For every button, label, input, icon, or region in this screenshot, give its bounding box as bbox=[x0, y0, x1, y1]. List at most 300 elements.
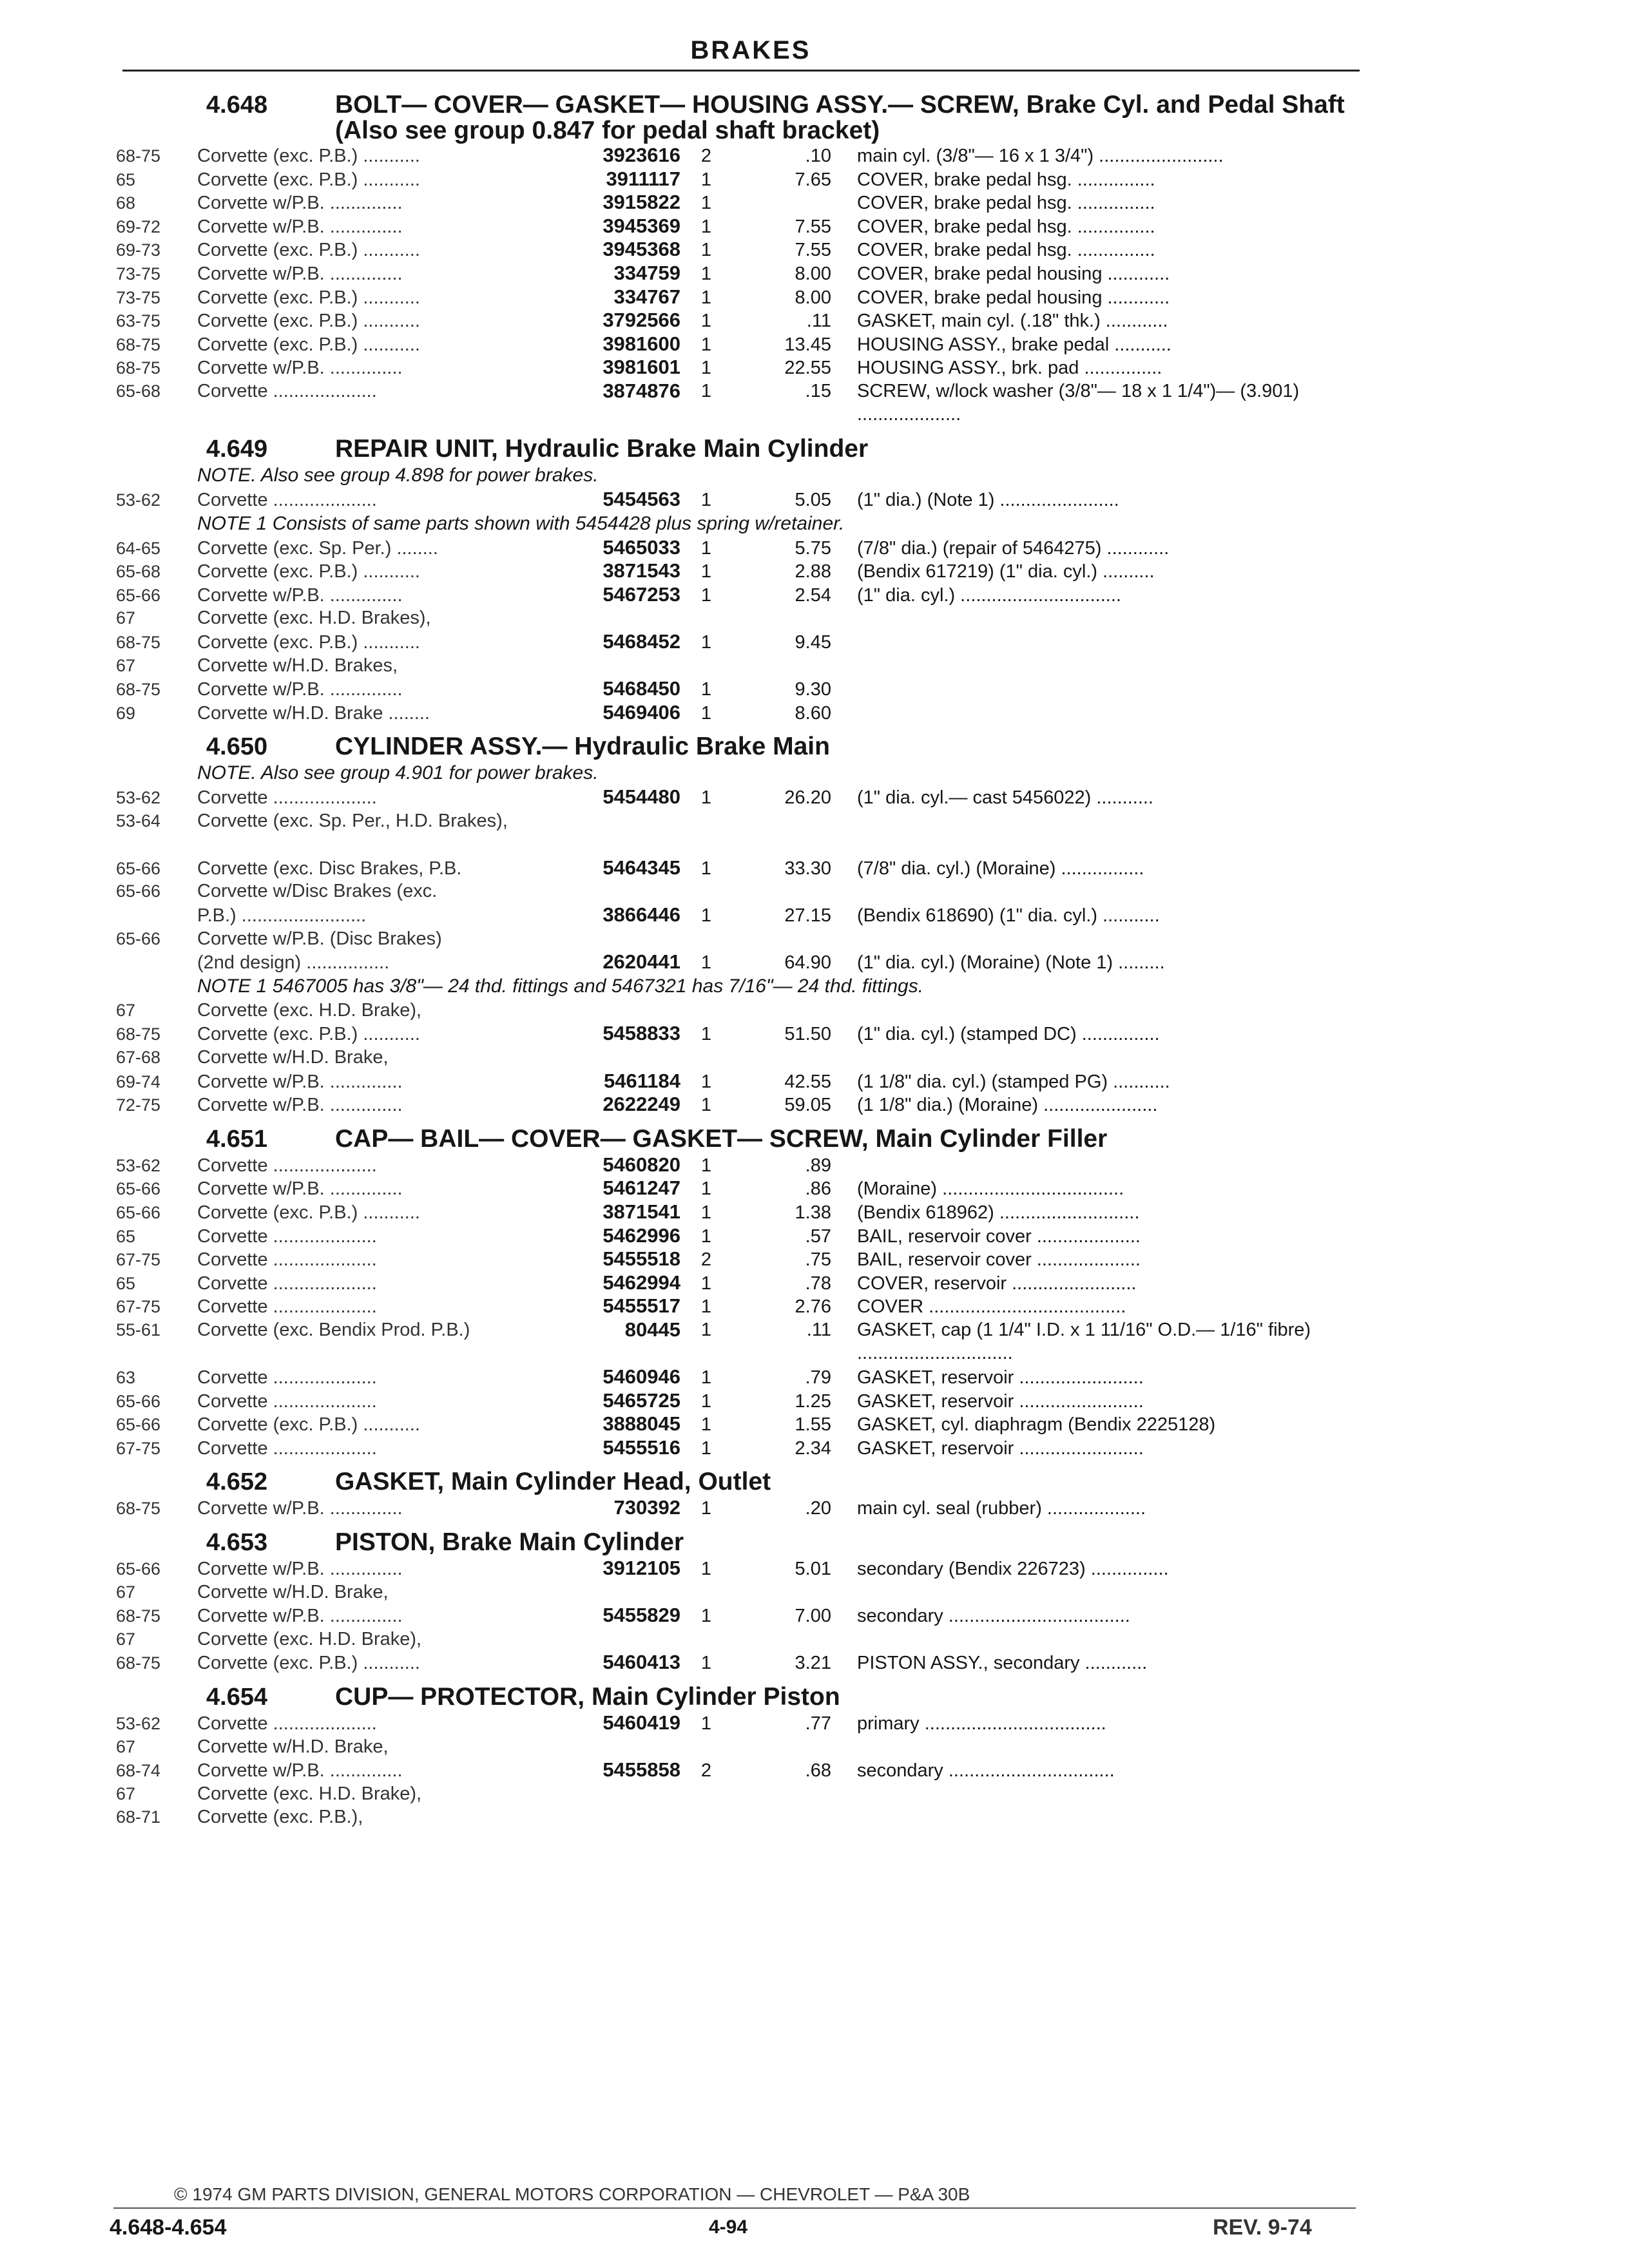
description: (7/8" dia.) (repair of 5464275) ............ bbox=[857, 537, 1170, 559]
parts-row bbox=[116, 1365, 1360, 1389]
parts-row bbox=[116, 1651, 1360, 1675]
price: 7.65 bbox=[795, 169, 831, 190]
description: (1" dia. cyl.) (stamped DC) ............... bbox=[857, 1024, 1160, 1045]
price: .11 bbox=[806, 1319, 831, 1340]
group-heading bbox=[116, 1468, 1360, 1496]
parts-row bbox=[116, 1046, 1360, 1070]
parts-row bbox=[116, 1805, 1360, 1829]
group-heading bbox=[116, 733, 1360, 761]
part-number: 3923616 bbox=[602, 144, 680, 166]
group-number: 4.654 bbox=[206, 1683, 268, 1711]
parts-row bbox=[116, 168, 1360, 191]
price: 8.00 bbox=[795, 287, 831, 308]
part-number: 3912105 bbox=[602, 1556, 680, 1579]
group-number: 4.650 bbox=[206, 733, 268, 761]
description: BAIL, reservoir cover .................... bbox=[857, 1249, 1141, 1271]
price: 7.00 bbox=[795, 1606, 831, 1627]
description: COVER, brake pedal housing ............ bbox=[857, 263, 1170, 284]
parts-row bbox=[116, 903, 1360, 927]
parts-row bbox=[116, 1070, 1360, 1093]
model-years: 67-75 bbox=[116, 1250, 161, 1270]
application: Corvette .................... bbox=[197, 380, 377, 401]
group-note: NOTE. Also see group 4.901 for power brakes. bbox=[197, 762, 599, 784]
price: 5.75 bbox=[795, 537, 831, 559]
application: Corvette .................... bbox=[197, 1273, 377, 1294]
model-years: 68-75 bbox=[116, 632, 161, 652]
part-number: 2622249 bbox=[602, 1093, 680, 1116]
quantity: 1 bbox=[700, 1713, 712, 1734]
model-years: 63-75 bbox=[116, 311, 161, 331]
part-number: 3945369 bbox=[602, 214, 680, 237]
parts-row bbox=[116, 1022, 1360, 1046]
part-number: 5455858 bbox=[602, 1758, 680, 1782]
footer-rule bbox=[113, 2207, 1356, 2209]
model-years: 53-62 bbox=[116, 1713, 161, 1733]
application: Corvette w/P.B. .............. bbox=[197, 1558, 403, 1579]
description: GASKET, main cyl. (.18" thk.) ............ bbox=[857, 311, 1168, 332]
application: Corvette w/P.B. .............. bbox=[197, 1095, 403, 1116]
quantity: 1 bbox=[700, 1367, 712, 1388]
parts-row bbox=[116, 536, 1360, 560]
model-years: 68-71 bbox=[116, 1807, 161, 1827]
quantity: 2 bbox=[700, 146, 712, 166]
quantity: 1 bbox=[700, 679, 712, 700]
part-number: 5455518 bbox=[602, 1247, 680, 1271]
part-number: 2620441 bbox=[602, 950, 680, 974]
application: Corvette .................... bbox=[197, 1225, 377, 1247]
part-number: 3981600 bbox=[602, 332, 680, 355]
parts-row bbox=[116, 1711, 1360, 1735]
model-years: 53-62 bbox=[116, 1155, 161, 1175]
application: Corvette .................... bbox=[197, 1296, 377, 1318]
application: Corvette (exc. P.B.) ........... bbox=[197, 240, 420, 261]
price: 5.05 bbox=[795, 489, 831, 510]
part-number: 5458833 bbox=[602, 1022, 680, 1045]
copyright-line: © 1974 GM PARTS DIVISION, GENERAL MOTORS CORPORATION — CHEVROLET — P&A 30B bbox=[174, 2184, 970, 2204]
parts-row bbox=[116, 701, 1360, 725]
model-years: 65-68 bbox=[116, 562, 161, 582]
quantity: 1 bbox=[700, 952, 712, 974]
quantity: 1 bbox=[700, 263, 712, 284]
part-number: 3866446 bbox=[602, 903, 680, 927]
price: 51.50 bbox=[784, 1024, 831, 1045]
model-years: 67 bbox=[116, 1736, 136, 1756]
application: Corvette w/P.B. .............. bbox=[197, 679, 403, 700]
part-number: 3792566 bbox=[602, 309, 680, 332]
parts-row bbox=[116, 1628, 1360, 1651]
model-years: 53-64 bbox=[116, 811, 161, 831]
description: (1" dia. cyl.— cast 5456022) ........... bbox=[857, 787, 1153, 809]
parts-row bbox=[116, 1412, 1360, 1436]
price: 8.00 bbox=[795, 263, 831, 284]
part-number: 5460413 bbox=[602, 1651, 680, 1674]
application: Corvette (exc. P.B.), bbox=[197, 1807, 363, 1828]
application: Corvette w/P.B. .............. bbox=[197, 1606, 403, 1627]
parts-row bbox=[116, 999, 1360, 1023]
quantity: 2 bbox=[700, 1249, 712, 1271]
parts-row bbox=[116, 262, 1360, 285]
group-heading bbox=[116, 91, 1360, 144]
model-years: 68-75 bbox=[116, 680, 161, 700]
quantity: 1 bbox=[700, 631, 712, 653]
application: Corvette (exc. P.B.) ........... bbox=[197, 287, 420, 308]
quantity: 1 bbox=[700, 287, 712, 308]
part-number: 730392 bbox=[613, 1496, 680, 1519]
part-number: 334759 bbox=[613, 261, 680, 284]
model-years: 68-74 bbox=[116, 1761, 161, 1781]
application: (2nd design) ................ bbox=[197, 952, 390, 974]
model-years: 68-75 bbox=[116, 1653, 161, 1673]
application: Corvette (exc. P.B.) ........... bbox=[197, 561, 420, 582]
group-title: CAP— BAIL— COVER— GASKET— SCREW, Main Cylinder Filler bbox=[335, 1124, 1108, 1153]
description: GASKET, cap (1 1/4" I.D. x 1 11/16" O.D.— 1/16" fibre) .............................. bbox=[857, 1319, 1311, 1363]
parts-row bbox=[116, 285, 1360, 309]
application: Corvette (exc. Sp. Per.) ........ bbox=[197, 537, 438, 559]
group-note: NOTE. Also see group 4.898 for power brakes. bbox=[197, 464, 599, 486]
part-number: 3871543 bbox=[602, 559, 680, 582]
model-years: 65 bbox=[116, 1273, 136, 1293]
application: Corvette .................... bbox=[197, 1713, 377, 1734]
application: Corvette .................... bbox=[197, 1390, 377, 1412]
quantity: 1 bbox=[700, 1414, 712, 1436]
model-years: 67-75 bbox=[116, 1438, 161, 1458]
parts-row bbox=[116, 488, 1360, 512]
model-years: 69-74 bbox=[116, 1072, 161, 1091]
application: Corvette (exc. Bendix Prod. P.B.) bbox=[197, 1319, 470, 1340]
description: COVER, reservoir ........................ bbox=[857, 1273, 1137, 1294]
parts-row bbox=[116, 1604, 1360, 1628]
parts-row bbox=[116, 606, 1360, 630]
parts-row bbox=[116, 1224, 1360, 1248]
description: primary ................................... bbox=[857, 1713, 1106, 1734]
application: Corvette .................... bbox=[197, 1367, 377, 1388]
parts-row bbox=[116, 1758, 1360, 1782]
description: HOUSING ASSY., brake pedal ........... bbox=[857, 334, 1171, 355]
application: Corvette (exc. P.B.) ........... bbox=[197, 1202, 420, 1223]
model-years: 68-75 bbox=[116, 334, 161, 354]
parts-row bbox=[116, 559, 1360, 583]
application: Corvette w/H.D. Brakes, bbox=[197, 655, 398, 676]
model-years: 65-66 bbox=[116, 1415, 161, 1435]
row-note: NOTE 1 5467005 has 3/8"— 24 thd. fittings and 5467321 has 7/16"— 24 thd. fittings. bbox=[197, 975, 924, 997]
model-years: 67 bbox=[116, 1000, 136, 1020]
application: Corvette (exc. H.D. Brake), bbox=[197, 1783, 422, 1804]
parts-row bbox=[116, 1735, 1360, 1759]
application: Corvette w/H.D. Brake, bbox=[197, 1581, 389, 1602]
description: COVER, brake pedal hsg. ............... bbox=[857, 240, 1155, 261]
model-years: 65-68 bbox=[116, 381, 161, 401]
part-number: 5455829 bbox=[602, 1604, 680, 1627]
description: main cyl. (3/8"— 16 x 1 3/4") ........................ bbox=[857, 146, 1224, 166]
model-years: 68-75 bbox=[116, 1499, 161, 1519]
price: .77 bbox=[805, 1713, 831, 1734]
parts-row bbox=[116, 1153, 1360, 1177]
application: Corvette (exc. Disc Brakes, P.B. bbox=[197, 858, 462, 879]
quantity: 1 bbox=[700, 1178, 712, 1200]
parts-row bbox=[116, 630, 1360, 654]
price: .86 bbox=[805, 1178, 831, 1200]
parts-row bbox=[116, 1177, 1360, 1200]
parts-row bbox=[116, 785, 1360, 809]
part-number: 3945368 bbox=[602, 238, 680, 261]
price: 3.21 bbox=[795, 1653, 831, 1674]
model-years: 68-75 bbox=[116, 358, 161, 378]
quantity: 1 bbox=[700, 905, 712, 927]
price: 2.54 bbox=[795, 584, 831, 606]
description: COVER, brake pedal hsg. ............... bbox=[857, 169, 1155, 190]
application: Corvette w/H.D. Brake ........ bbox=[197, 702, 430, 724]
parts-row bbox=[116, 1389, 1360, 1413]
part-number: 5460820 bbox=[602, 1153, 680, 1176]
parts-row bbox=[116, 1581, 1360, 1604]
description: (1" dia. cyl.) (Moraine) (Note 1) ......... bbox=[857, 952, 1165, 974]
quantity: 1 bbox=[700, 1498, 712, 1519]
application: Corvette w/P.B. .............. bbox=[197, 216, 403, 237]
model-years: 65 bbox=[116, 169, 136, 189]
group-heading bbox=[116, 436, 1360, 463]
application: Corvette w/P.B. .............. bbox=[197, 1178, 403, 1200]
quantity: 1 bbox=[700, 240, 712, 261]
group-number: 4.648 bbox=[206, 91, 268, 119]
revision-date: REV. 9-74 bbox=[1213, 2215, 1312, 2240]
application: Corvette (exc. P.B.) ........... bbox=[197, 1653, 420, 1674]
price: .89 bbox=[805, 1155, 831, 1176]
parts-row bbox=[116, 677, 1360, 701]
part-number: 80445 bbox=[624, 1318, 680, 1341]
description: COVER, brake pedal housing ............ bbox=[857, 287, 1170, 308]
quantity: 1 bbox=[700, 787, 712, 809]
quantity: 1 bbox=[700, 1319, 712, 1340]
quantity: 1 bbox=[700, 1558, 712, 1579]
model-years: 67-68 bbox=[116, 1048, 161, 1068]
price: 33.30 bbox=[784, 858, 831, 879]
part-number: 5454480 bbox=[602, 785, 680, 809]
price: .11 bbox=[806, 311, 831, 332]
price: .10 bbox=[805, 146, 831, 166]
quantity: 1 bbox=[700, 1606, 712, 1627]
part-number: 5469406 bbox=[602, 700, 680, 724]
quantity: 1 bbox=[700, 1095, 712, 1116]
quantity: 1 bbox=[700, 1225, 712, 1247]
parts-row bbox=[116, 927, 1360, 951]
page-number: 4-94 bbox=[709, 2216, 748, 2238]
quantity: 1 bbox=[700, 311, 712, 332]
parts-row bbox=[116, 1782, 1360, 1806]
application: Corvette w/H.D. Brake, bbox=[197, 1047, 389, 1068]
description: (1 1/8" dia.) (Moraine) ...................... bbox=[857, 1095, 1158, 1116]
part-number: 5462996 bbox=[602, 1224, 680, 1247]
application: Corvette w/H.D. Brake, bbox=[197, 1736, 389, 1757]
part-number: 5465725 bbox=[602, 1389, 680, 1412]
description: SCREW, w/lock washer (3/8"— 18 x 1 1/4")— (3.901) .................... bbox=[857, 380, 1300, 425]
model-years: 68 bbox=[116, 193, 136, 213]
quantity: 1 bbox=[700, 1202, 712, 1223]
part-number: 5462994 bbox=[602, 1271, 680, 1294]
application: Corvette (exc. P.B.) ........... bbox=[197, 146, 420, 166]
parts-row bbox=[116, 1200, 1360, 1224]
price: 1.25 bbox=[795, 1390, 831, 1412]
application: Corvette w/P.B. .............. bbox=[197, 1760, 403, 1782]
application: Corvette (exc. P.B.) ........... bbox=[197, 334, 420, 355]
model-years: 67 bbox=[116, 608, 136, 628]
description: COVER, brake pedal hsg. ............... bbox=[857, 193, 1155, 214]
quantity: 1 bbox=[700, 193, 712, 214]
parts-row bbox=[116, 1247, 1360, 1271]
application: Corvette w/P.B. .............. bbox=[197, 1071, 403, 1092]
section-title: BRAKES bbox=[690, 36, 811, 64]
group-heading bbox=[116, 1684, 1360, 1711]
price: .20 bbox=[805, 1498, 831, 1519]
quantity: 1 bbox=[700, 561, 712, 582]
application: Corvette (exc. P.B.) ........... bbox=[197, 311, 420, 332]
model-years: 68-75 bbox=[116, 146, 161, 166]
model-years: 53-62 bbox=[116, 490, 161, 510]
application: Corvette w/P.B. (Disc Brakes) bbox=[197, 928, 442, 949]
group-title: REPAIR UNIT, Hydraulic Brake Main Cylinder bbox=[335, 434, 869, 463]
group-number: 4.651 bbox=[206, 1125, 268, 1153]
price: 8.60 bbox=[795, 702, 831, 724]
parts-row bbox=[116, 1271, 1360, 1295]
quantity: 1 bbox=[700, 1653, 712, 1674]
model-years: 67 bbox=[116, 1629, 136, 1649]
part-number: 5467253 bbox=[602, 582, 680, 606]
parts-row bbox=[116, 356, 1360, 380]
price: 2.76 bbox=[795, 1296, 831, 1318]
quantity: 1 bbox=[700, 1071, 712, 1092]
parts-row bbox=[116, 856, 1360, 880]
price: .57 bbox=[805, 1225, 831, 1247]
quantity: 1 bbox=[700, 1155, 712, 1176]
price: 1.55 bbox=[795, 1414, 831, 1436]
description: (1 1/8" dia. cyl.) (stamped PG) ........... bbox=[857, 1071, 1170, 1092]
part-number: 3871541 bbox=[602, 1200, 680, 1223]
price: 7.55 bbox=[795, 216, 831, 237]
part-number: 5465033 bbox=[602, 535, 680, 559]
model-years: 53-62 bbox=[116, 788, 161, 808]
parts-listing bbox=[116, 82, 1360, 1829]
description: (Bendix 618690) (1" dia. cyl.) ........... bbox=[857, 905, 1160, 927]
model-years: 65-66 bbox=[116, 858, 161, 878]
price: 2.88 bbox=[795, 561, 831, 582]
part-number: 5468450 bbox=[602, 677, 680, 700]
application: Corvette .................... bbox=[197, 787, 377, 809]
model-years: 67-75 bbox=[116, 1297, 161, 1317]
model-years: 65-66 bbox=[116, 1179, 161, 1199]
model-years: 67 bbox=[116, 1582, 136, 1602]
description: (1" dia.) (Note 1) ....................... bbox=[857, 489, 1119, 510]
group-heading bbox=[116, 1529, 1360, 1557]
quantity: 1 bbox=[700, 1296, 712, 1318]
description: GASKET, reservoir ........................ bbox=[857, 1437, 1144, 1459]
model-years: 67 bbox=[116, 655, 136, 675]
quantity: 1 bbox=[700, 537, 712, 559]
application: Corvette .................... bbox=[197, 1437, 377, 1459]
application: Corvette w/P.B. .............. bbox=[197, 263, 403, 284]
description: secondary (Bendix 226723) ............... bbox=[857, 1558, 1169, 1579]
quantity: 1 bbox=[700, 1390, 712, 1412]
model-years: 72-75 bbox=[116, 1095, 161, 1115]
model-years: 65-66 bbox=[116, 1559, 161, 1579]
part-number: 3874876 bbox=[602, 379, 680, 402]
price: 64.90 bbox=[784, 952, 831, 974]
model-years: 65-66 bbox=[116, 1391, 161, 1411]
price: .15 bbox=[805, 380, 831, 401]
price: 7.55 bbox=[795, 240, 831, 261]
quantity: 1 bbox=[700, 216, 712, 237]
model-years: 65-66 bbox=[116, 585, 161, 605]
quantity: 1 bbox=[700, 1437, 712, 1459]
price: 22.55 bbox=[784, 358, 831, 379]
parts-row bbox=[116, 654, 1360, 678]
description: COVER ...................................... bbox=[857, 1296, 1126, 1318]
model-years: 68-75 bbox=[116, 1606, 161, 1626]
application: Corvette (exc. P.B.) ........... bbox=[197, 1024, 420, 1045]
description: COVER, brake pedal hsg. ............... bbox=[857, 216, 1155, 237]
application: P.B.) ........................ bbox=[197, 905, 367, 927]
application: Corvette .................... bbox=[197, 1155, 377, 1176]
model-years: 65-66 bbox=[116, 881, 161, 901]
header-rule bbox=[122, 70, 1360, 72]
quantity: 1 bbox=[700, 169, 712, 190]
model-years: 69-72 bbox=[116, 216, 161, 236]
description: (1" dia. cyl.) ............................... bbox=[857, 584, 1121, 606]
model-years: 69 bbox=[116, 703, 136, 723]
model-years: 67 bbox=[116, 1783, 136, 1803]
quantity: 1 bbox=[700, 380, 712, 401]
part-number: 5455517 bbox=[602, 1294, 680, 1318]
description: HOUSING ASSY., brk. pad ............... bbox=[857, 358, 1162, 379]
price: 26.20 bbox=[784, 787, 831, 809]
price: 59.05 bbox=[784, 1095, 831, 1116]
application: Corvette (exc. H.D. Brake), bbox=[197, 1628, 422, 1649]
quantity: 1 bbox=[700, 584, 712, 606]
parts-row bbox=[116, 1557, 1360, 1581]
part-number: 5460946 bbox=[602, 1365, 680, 1388]
quantity: 1 bbox=[700, 1273, 712, 1294]
application: Corvette (exc. P.B.) ........... bbox=[197, 1414, 420, 1436]
quantity: 1 bbox=[700, 358, 712, 379]
price: 1.38 bbox=[795, 1202, 831, 1223]
parts-row bbox=[116, 809, 1360, 856]
description: (Bendix 618962) ........................... bbox=[857, 1202, 1140, 1223]
part-number: 3911117 bbox=[606, 167, 680, 190]
quantity: 1 bbox=[700, 489, 712, 510]
group-title: BOLT— COVER— GASKET— HOUSING ASSY.— SCREW, Brake Cyl. and Pedal Shaft (Also see group 0.847 for pedal shaft bracket) bbox=[335, 91, 1345, 144]
description: (7/8" dia. cyl.) (Moraine) ................ bbox=[857, 858, 1144, 879]
parts-row bbox=[116, 879, 1360, 903]
group-title: PISTON, Brake Main Cylinder bbox=[335, 1528, 684, 1556]
model-years: 68-75 bbox=[116, 1024, 161, 1044]
application: Corvette .................... bbox=[197, 489, 377, 510]
description: GASKET, cyl. diaphragm (Bendix 2225128) bbox=[857, 1414, 1216, 1436]
price: .75 bbox=[805, 1249, 831, 1271]
row-note: NOTE 1 Consists of same parts shown with 5454428 plus spring w/retainer. bbox=[197, 512, 845, 534]
group-number: 4.653 bbox=[206, 1528, 268, 1556]
parts-row bbox=[116, 1294, 1360, 1318]
part-number: 334767 bbox=[613, 285, 680, 308]
part-number: 3915822 bbox=[602, 191, 680, 214]
parts-row bbox=[116, 309, 1360, 332]
description: GASKET, reservoir ........................ bbox=[857, 1367, 1144, 1388]
description: (Moraine) ................................... bbox=[857, 1178, 1124, 1200]
parts-row bbox=[116, 144, 1360, 168]
price: 13.45 bbox=[784, 334, 831, 355]
part-number: 5454563 bbox=[602, 487, 680, 510]
description: secondary ................................... bbox=[857, 1606, 1130, 1627]
part-number: 3981601 bbox=[602, 356, 680, 379]
application: Corvette .................... bbox=[197, 1249, 377, 1271]
price: .68 bbox=[805, 1760, 831, 1782]
